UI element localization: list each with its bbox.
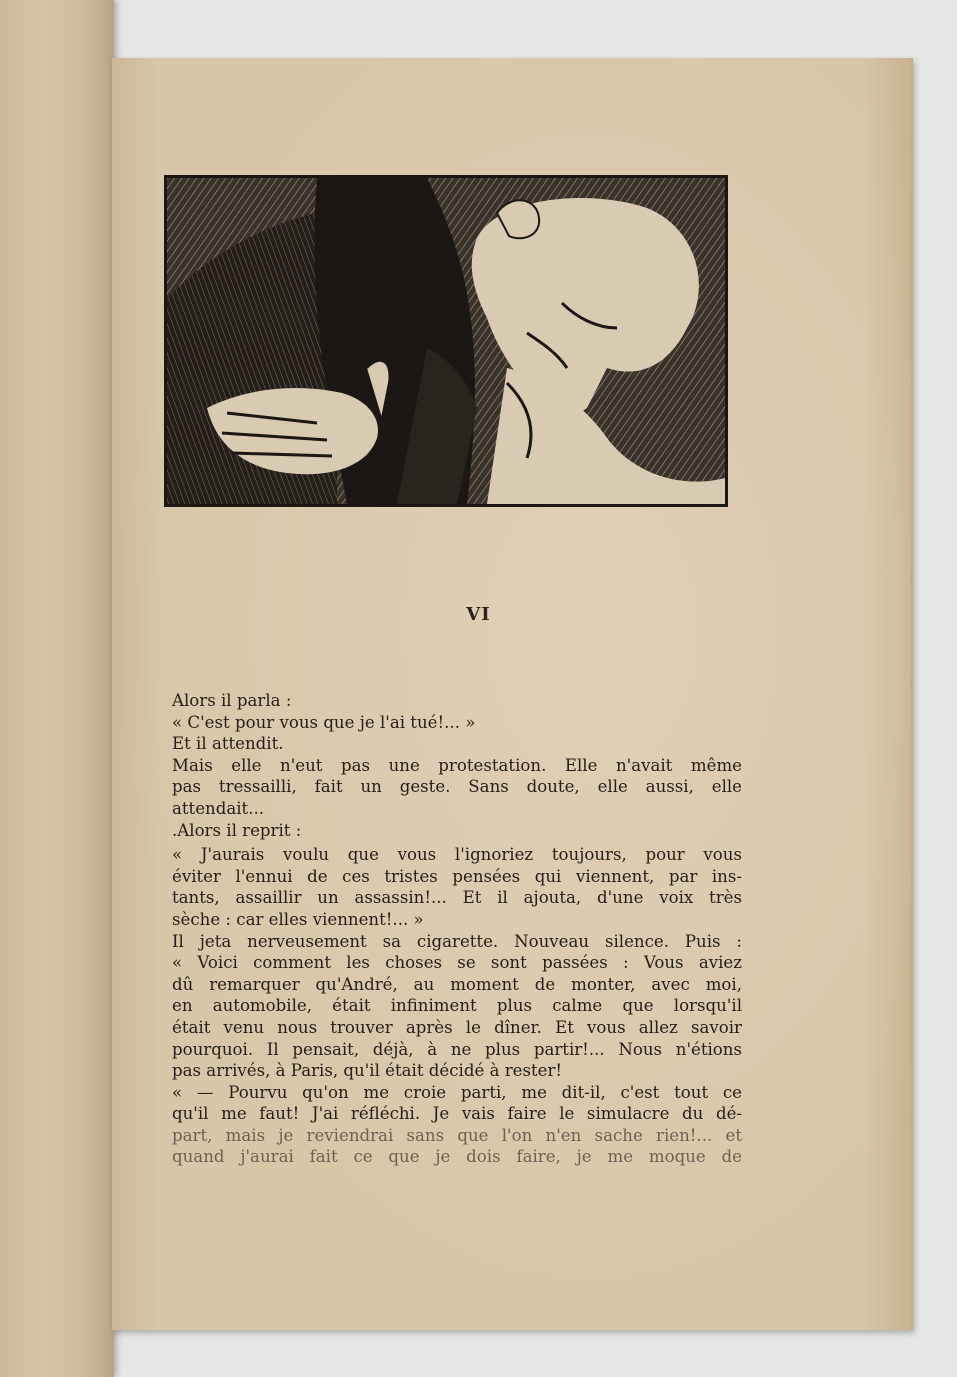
woodcut-embrace-illustration-icon xyxy=(164,175,728,507)
text-line: « J'aurais voulu que vous l'ignoriez toujours, pour vous xyxy=(172,845,742,865)
illustration-artwork xyxy=(167,178,725,504)
text-line: Alors il parla : xyxy=(172,691,292,710)
text-line: « C'est pour vous que je l'ai tué!... » xyxy=(172,712,476,732)
text-line: « — Pourvu qu'on me croie parti, me dit-il, c'est tout ce xyxy=(172,1082,742,1102)
chapter-heading: VI xyxy=(466,604,491,625)
text-line: en automobile, était infiniment plus calme que lorsqu'il xyxy=(172,996,742,1016)
text-line: qu'il me faut! J'ai réfléchi. Je vais faire le simulacre du dé- xyxy=(172,1104,742,1124)
text-line: pas tressailli, fait un geste. Sans doute, elle aussi, elle xyxy=(172,777,742,797)
text-line: Il jeta nerveusement sa cigarette. Nouveau silence. Puis : xyxy=(172,931,742,951)
text-line: éviter l'ennui de ces tristes pensées qui viennent, par ins- xyxy=(172,866,742,886)
text-line: Et il attendit. xyxy=(172,734,284,754)
text-line: était venu nous trouver après le dîner. Et vous allez savoir xyxy=(172,1017,742,1037)
text-line: part, mais je reviendrai sans que l'on n'en sache rien!... et xyxy=(172,1125,742,1145)
text-line: « Voici comment les choses se sont passées : Vous aviez xyxy=(172,953,742,973)
text-line: dû remarquer qu'André, au moment de monter, avec moi, xyxy=(172,974,742,994)
text-line: pourquoi. Il pensait, déjà, à ne plus partir!... Nous n'étions xyxy=(172,1039,742,1059)
text-line: Mais elle n'eut pas une protestation. Elle n'avait même xyxy=(172,755,742,775)
body-text xyxy=(172,690,742,1168)
text-line: sèche : car elles viennent!... » xyxy=(172,909,424,929)
left-page-edge xyxy=(0,0,114,1377)
text-line: pas arrivés, à Paris, qu'il était décidé à rester! xyxy=(172,1061,563,1081)
text-line: attendait... xyxy=(172,798,265,818)
text-line: quand j'aurai fait ce que je dois faire, je me moque de xyxy=(172,1147,742,1167)
text-line: tants, assaillir un assassin!... Et il ajouta, d'une voix très xyxy=(172,888,742,908)
text-line: .Alors il reprit : xyxy=(172,820,302,840)
